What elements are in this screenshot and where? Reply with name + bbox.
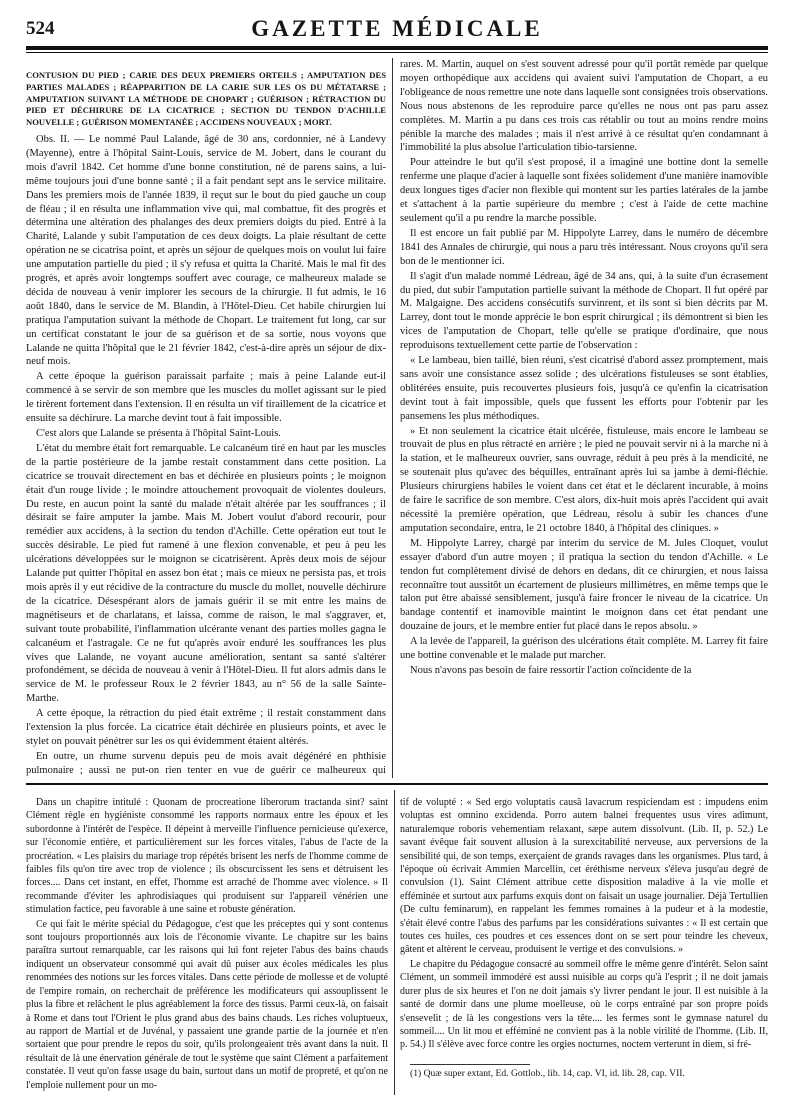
footnote-rule	[410, 1064, 530, 1065]
paragraph: Nous n'avons pas besoin de faire ressortir l'action coïncidente de la	[410, 664, 692, 676]
lower-right-column	[400, 796, 768, 1056]
header-rule-thick	[26, 46, 768, 50]
paragraph: Pour atteindre le but qu'il s'est proposé, il a imaginé une bottine dont la semelle renferme une plaque d'acier à laquelle sont fixées solidement d'une manière inamovible deux longues tiges d'acier non flexible qui montent sur les parties latérales de la jambe et s'attachent à la partie supérieure du membre ; c'est à l'aide de cette machine seulement qu'il a pu rendre la marche possible.	[400, 157, 768, 224]
header-rule-thin	[26, 52, 768, 53]
paragraph: M. Hippolyte Larrey, chargé par interim du service de M. Jules Cloquet, voulut essayer d'abord d'un autre moyen ; il pratiqua la section du tendon d'Achille. « Le tendon fut complètement divisé de dehors en dedans, dit ce chirurgien, et nous laissa reconnaître tout aussitôt un écartement de plusieurs millimètres, en même temps que le talon put être abaissé sensiblement, jusqu'à faire froncer le niveau de la cicatrice. Un bandage contentif et inamovible maintint le moignon dans cet état pendant une douzaine de jours, et le membre entier fut placé dans le repos absolu. »	[400, 537, 768, 633]
paragraph: Dans un chapitre intitulé : Quonam de procreatione liberorum tractanda sint? saint Clément règle en hygiéniste consommé les rapports normaux entre les époux et les subordonne à l'intérêt de l'espèce. Il dépeint à merveille l'influence pernicieuse qu'exerce, sur l'économie entière, et particulièrement sur les forces vitales, l'abus de l'acte de la procréation. « Les plaisirs du mariage trop répétés brisent les nerfs de l'homme comme de faibles fils qu'on tire avec trop de violence ; ils obscurcissent les sens et détruisent les forces.... Dans cet instant, en effet, l'homme est arraché de l'homme avec violence. » Il recommande d'éviter les aphrodisiaques qui produisent sur l'appareil vénérien une stimulation factice, peu favorable à une saine et robuste génération.	[26, 797, 388, 916]
upper-left-column	[26, 70, 386, 777]
paragraph: A la levée de l'appareil, la guérison des ulcérations était complète. M. Larrey fit faire une bottine convenable et le malade put marcher.	[400, 636, 768, 662]
upper-right-column	[400, 58, 768, 777]
column-divider-upper	[392, 58, 393, 778]
paragraph: Ce qui fait le mérite spécial du Pédagogue, c'est que les préceptes qui y sont contenus sont toujours proportionnés aux lois de l'économie vivante. Le chapitre sur les bains paraîtra surtout remarquable, car les raisons qui lui font rejeter l'abus des bains chauds indiquent un observateur consommé qui avait dû puiser aux écoles médicales les plus renommées des notions sur les forces vitales. Dans cette période de mollesse et de volupté de l'empire romain, on recherchait de préférence les modificateurs qui assouplissent le plus la fibre et relâchent le plus agréablement la force des tissus. Parmi ceux-là, on faisait à Rome et dans tout l'Orient le plus grand abus des bains chauds. Les riches voluptueux, au rapport de Martial et de Juvénal, y passaient une grande partie de la journée et n'en sortaient que pour prendre le repos du soir, qu'ils prolongeaient très avant dans la nuit. Il résultait de là une énervation générale de tout le système que saint Clément a parfaitement constatée. Il veut qu'on fasse usage du bain, surtout dans un motif de propreté, et qu'on ne l'emploie nullement pour un mo-	[26, 918, 388, 1091]
paragraph: rares. M. Martin, auquel on s'est souvent adressé pour qu'il portât remède par quelque moyen orthopédique aux accidens qui avaient suivi l'amputation de Chopart, a eu l'obligeance de nous remettre une note dans laquelle sont consignées trois observations. Nous nous abstenons de les reproduire parce qu'elles ne nous ont pas paru assez complètes. M. Martin a pu dans ces trois cas rétablir ou tout au moins rendre moins pénible la marche des malades ; mais il n'est arrivé à ce résultat qu'en condamnant à l'immobilité la plus absolue l'articulation tibio-tarsienne.	[400, 59, 768, 154]
quote-paragraph: » Et non seulement la cicatrice était ulcérée, fistuleuse, mais encore le lambeau se trouvait de plus en plus rétracté en arrière ; le pied ne pouvait servir ni à la marche ni à la station, et le malheureux ouvrier, sans ouvrage, réduit à peu près à la mendicité, ne se soutenait plus qu'avec des béquilles, entraînant après lui sa jambe à demi-fléchie. Plusieurs chirurgiens habiles le voient dans cet état et le déclarent incurable, à moins de faire le sacrifice de son membre. C'est alors, dix-huit mois après l'accident qui avait nécessité la première opération, que Lédreau, résolu à subir les chances d'une amputation secondaire, entra, le 21 octobre 1840, à l'hôpital des cliniques. »	[400, 425, 768, 534]
paragraph: tif de volupté : « Sed ergo voluptatis causâ lavacrum respiciendam est : impudens enim voluptas est omnino excidenda. Porro autem balnei frequentes usus vires adimunt, naturalemque roboris vehementiam relaxant, sæpe autem dissolvunt. (Lib. II, p. 52.) Le savant évêque fait souvent allusion à la surexcitabilité nerveuse, aux perversions de la sensibilité qui, de son temps, exerçaient de grands ravages dans les organismes. Plus tard, à l'époque où écrivait Ammien Marcellin, cet éréthisme nerveux s'éleva jusqu'au degré de convulsion (1). Saint Clément attribue cette disposition maladive à la vie molle et efféminée et surtout aux parfums exquis dont on faisait un usage journalier. Déjà Tertullien (De cultu feminarum), en rappelant les femmes romaines à la pudeur et à la modestie, s'était élevé contre l'abus des parfums par les considérations suivantes : « Il est certain que toutes ces huiles, ces poudres et ces essences dont on se sert pour teindre les cheveux, gâtent et altèrent le cerveau, produisent le vertige et des convulsions. »	[400, 797, 768, 956]
column-divider-lower	[394, 790, 395, 1095]
paragraph: Le chapitre du Pédagogue consacré au sommeil offre le même genre d'intérêt. Selon saint Clément, un sommeil immodéré est aussi nuisible au corps qu'à l'esprit ; il ne doit jamais durer plus de six heures et l'on ne doit jamais s'y livrer pendant le jour. Il est nuisible à la santé de dormir dans une plume moelleuse, où le corps entraîné par son propre poids s'ensevelit ; de là les congestions vers la tête.... les fermes sont le gymnase naturel du sommeil.... Un lit mou et efféminé ne convient pas à la noble virilité de l'homme. (Lib. II, p. 54.) Il s'élève avec force contre les orgies nocturnes, noctem verterunt in diem, si fré-	[400, 958, 768, 1051]
page-number: 524	[26, 18, 55, 39]
paragraph: A cette époque la guérison paraissait parfaite ; mais à peine Lalande eut-il commencé à se servir de son membre que les muscles du mollet agissant sur le pied le tirèrent fortement dans l'extension. Il en résulta un vif tiraillement de la cicatrice et ensuite sa déchirure. La marche devint tout à fait impossible.	[26, 371, 386, 425]
paragraph: Obs. II. — Le nommé Paul Lalande, âgé de 30 ans, cordonnier, né à Landevy (Mayenne), entre à l'hôpital Saint-Louis, service de M. Jobert, dans le courant du mois d'avril 1842. Cet homme d'une bonne constitution, né de parens sains, a lui-même toujours joui d'une bonne santé ; il a fait pendant sept ans le service militaire. Dans les premiers mois de l'année 1839, il reçut sur le bout du pied gauche un coup de fléau ; il en résulta une inflammation vive qui, mal combattue, fit des progrès et détermina une altération des phalanges des deux premiers doigts du pied. Entré à la Charité, Lalande y subit l'amputation de ces deux doigts. La plaie résultant de cette opération ne se cicatrisa point, et après un séjour de quelques mois on voulut lui faire une amputation partielle du pied ; il s'y refusa et quitta la Charité. Mais le mal fit des progrès, et après avoir longtemps souffert avec courage, ce malheureux malade se décida de nouveau à venir implorer les secours de la chirurgie. Il fut admis, le 16 août 1840, dans le service de M. Blandin, à l'Hôtel-Dieu. Cet habile chirurgien lui pratiqua l'amputation suivant la méthode de Chopart. Le traitement fut long, car sur un certificat constatant le jour de sa guérison et de sa sortie, nous voyons que Lalande ne quitta l'hôpital que le 21 février 1842, c'est-à-dire après un séjour de dix-neuf mois.	[26, 133, 386, 368]
section-rule	[26, 783, 768, 785]
paragraph: En outre, un rhume survenu depuis peu de mois avait dégénéré en phthisie pulmonaire ; aussi ne put-on rien tenter en vue de guérir ce malheureux qui	[26, 750, 386, 776]
journal-title: GAZETTE MÉDICALE	[251, 16, 543, 41]
paragraph: A cette époque, la rétraction du pied était extrême ; il restait constamment dans l'extension la plus forcée. La cicatrice était déchirée en plusieurs points, et avec le stylet on pouvait pénétrer sur les os qui évidemment étaient altérés.	[26, 708, 386, 747]
lower-left-column	[26, 796, 388, 1094]
observation-summary: CONTUSION DU PIED ; CARIE DES DEUX PREMIERS ORTEILS ; AMPUTATION DES PARTIES MALADES ; RÉAPPARITION DE LA CARIE SUR LES OS DU MÉTATARSE ; AMPUTATION SUIVANT LA MÉTHODE DE CHOPART ; GUÉRISON ; RÉTRACTION DU PIED ET DÉCHIRURE DE LA CICATRICE ; SECTION DU TENDON D'ACHILLE NOUVELLE ; GUÉRISON MOMENTANÉE ; ACCIDENS NOUVEAUX ; MORT.	[26, 70, 386, 128]
paragraph: C'est alors que Lalande se présenta à l'hôpital Saint-Louis.	[36, 428, 281, 440]
footnote: (1) Quæ super extant, Ed. Gottlob., lib. 14, cap. VI, id. lib. 28, cap. VII.	[410, 1068, 685, 1079]
paragraph: Il s'agit d'un malade nommé Lédreau, âgé de 34 ans, qui, à la suite d'un écrasement du pied, dut subir l'amputation partielle suivant la méthode de Chopart. Il fut opéré par M. Malgaigne. Des accidens consécutifs survinrent, et ils sont si bien décrits par M. Larrey, dont tout le monde apprécie le bon esprit chirurgical ; ils démontrent si bien les vices de l'amputation de Chopart, telle qu'elle se pratique d'ordinaire, que nous reproduisons textuellement cette partie de l'observation :	[400, 270, 768, 352]
paragraph: Il est encore un fait publié par M. Hippolyte Larrey, dans le numéro de décembre 1841 des Annales de chirurgie, qui nous a paru très intéressant. Nous croyons qu'il sera bon de le mentionner ici.	[400, 227, 768, 267]
paragraph: L'état du membre était fort remarquable. Le calcanéum tiré en haut par les muscles de la partie postérieure de la jambe restait constamment dans cette position. La cicatrice se trouvait directement en bas et déchirée en plusieurs points ; le moignon était d'un rouge livide ; le moindre attouchement provoquait de violentes douleurs. Du reste, en aucun point la santé du malade n'était altérée par les souffrances ; il désirait se faire amputer la jambe. Mais M. Jobert voulut d'abord recourir, pour remédier aux accidens, à la section du tendon d'Achille. Cette opération eut tout le succès désirable. Le pied fut ramené à une flexion convenable, et peu à peu les ulcérations développées sur le moignon se cicatrisèrent. Après deux mois de séjour Lalande put quitter l'hôpital en assez bon état ; mais ce mieux ne persista pas, et trois mois après il y eut récidive de la contracture du muscle du mollet, nouvelle déchirure de la cicatrice. Désespérant alors de jamais guérir il se mit entre les mains de magnétiseurs et de charlatans, et laissa, comme de raison, le mal s'aggraver, et, suivant toute probabilité, l'inflammation ulcérante venant des parties molles gagna le calcanéum et l'astragale. Ce ne fut qu'après avoir enduré les souffrances les plus vives que Lalande, ne voyant aucune amélioration, sentant sa santé s'altérer profondément, se décida de nouveau à venir à l'Hôtel-Dieu. Il fut alors admis dans le service de M. le professeur Roux le 2 février 1843, au n° 56 de la salle Sainte-Marthe.	[26, 442, 386, 705]
page-header	[26, 16, 768, 50]
quote-paragraph: « Le lambeau, bien taillé, bien réuni, s'est cicatrisé d'abord assez promptement, mais sans avoir une consistance assez solide ; des ulcérations fistuleuses se sont établies, oblitérées ensuite, puis recouvertes plusieurs fois, jusqu'à ce qu'enfin la cicatrisation devint tout à fait impossible, quels que fussent les efforts pour l'obtenir par les pansemens les plus méthodiques.	[400, 355, 768, 422]
